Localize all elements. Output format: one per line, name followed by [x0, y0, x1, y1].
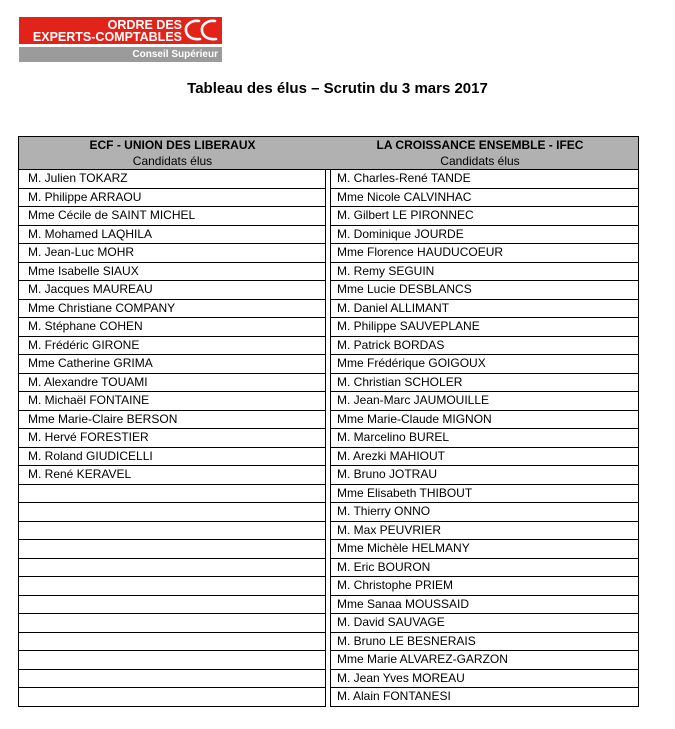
elected-left-cell: M. Alexandre TOUAMI: [19, 373, 326, 392]
elected-right-cell: M. Daniel ALLIMANT: [331, 299, 639, 318]
elected-left-cell: M. René KERAVEL: [19, 466, 326, 485]
elected-right-cell: Mme Marie ALVAREZ-GARZON: [331, 651, 639, 670]
elected-right-cell: M. Bruno LE BESNERAIS: [331, 632, 639, 651]
elected-left-cell: [19, 521, 326, 540]
logo: [19, 17, 222, 62]
elected-right-cell: M. Eric BOURON: [331, 558, 639, 577]
logo-cc-icon: [182, 17, 218, 44]
table-header-row: [19, 137, 639, 170]
elected-left-cell: Mme Cécile de SAINT MICHEL: [19, 207, 326, 226]
elected-right-cell: Mme Lucie DESBLANCS: [331, 281, 639, 300]
table-row: [19, 632, 639, 651]
elected-left-cell: [19, 614, 326, 633]
table-row: [19, 429, 639, 448]
table-row: [19, 410, 639, 429]
table-row: [19, 392, 639, 411]
elected-right-cell: M. Jean-Marc JAUMOUILLE: [331, 392, 639, 411]
table-row: [19, 577, 639, 596]
elected-right-cell: M. Christian SCHOLER: [331, 373, 639, 392]
table-row: [19, 484, 639, 503]
elected-right-cell: Mme Frédérique GOIGOUX: [331, 355, 639, 374]
elected-right-cell: M. Marcelino BUREL: [331, 429, 639, 448]
table-row: [19, 651, 639, 670]
logo-line-2: EXPERTS-COMPTABLES: [32, 30, 182, 44]
elected-right-cell: M. Arezki MAHIOUT: [331, 447, 639, 466]
elected-right-cell: M. Dominique JOURDE: [331, 225, 639, 244]
table-row: [19, 170, 639, 189]
elected-left-cell: [19, 651, 326, 670]
elected-left-cell: M. Julien TOKARZ: [19, 170, 326, 189]
table-row: [19, 188, 639, 207]
column-subtitle-right: Candidats élus: [440, 154, 520, 168]
elected-right-cell: M. Thierry ONNO: [331, 503, 639, 522]
table-row: [19, 558, 639, 577]
elected-right-cell: M. David SAUVAGE: [331, 614, 639, 633]
table-body: [19, 170, 639, 707]
table-row: [19, 540, 639, 559]
elected-left-cell: M. Stéphane COHEN: [19, 318, 326, 337]
table-row: [19, 225, 639, 244]
elected-right-cell: M. Alain FONTANESI: [331, 688, 639, 707]
table-row: [19, 447, 639, 466]
table-row: [19, 318, 639, 337]
table-row: [19, 503, 639, 522]
elected-left-cell: M. Philippe ARRAOU: [19, 188, 326, 207]
elected-left-cell: Mme Marie-Claire BERSON: [19, 410, 326, 429]
elected-left-cell: [19, 558, 326, 577]
table-row: [19, 669, 639, 688]
table-row: [19, 207, 639, 226]
elected-left-cell: M. Roland GIUDICELLI: [19, 447, 326, 466]
elected-left-cell: [19, 632, 326, 651]
elected-left-cell: M. Hervé FORESTIER: [19, 429, 326, 448]
elected-left-cell: M. Michaël FONTAINE: [19, 392, 326, 411]
elected-right-cell: Mme Elisabeth THIBOUT: [331, 484, 639, 503]
table-row: [19, 244, 639, 263]
elected-left-cell: [19, 595, 326, 614]
page-title: Tableau des élus – Scrutin du 3 mars 2017: [187, 80, 488, 97]
elected-left-cell: M. Mohamed LAQHILA: [19, 225, 326, 244]
table-row: [19, 466, 639, 485]
elected-right-cell: M. Remy SEGUIN: [331, 262, 639, 281]
table-row: [19, 262, 639, 281]
table-row: [19, 373, 639, 392]
party-name-left: ECF - UNION DES LIBERAUX: [89, 138, 256, 152]
elected-left-cell: M. Frédéric GIRONE: [19, 336, 326, 355]
column-subtitle-left: Candidats élus: [132, 154, 213, 168]
elected-table: [18, 136, 639, 707]
column-header-right: [326, 137, 634, 169]
elected-left-cell: [19, 503, 326, 522]
elected-left-cell: [19, 669, 326, 688]
table-row: [19, 281, 639, 300]
elected-right-cell: M. Max PEUVRIER: [331, 521, 639, 540]
table-row: [19, 299, 639, 318]
party-name-right: LA CROISSANCE ENSEMBLE - IFEC: [376, 138, 584, 152]
elected-right-cell: Mme Marie-Claude MIGNON: [331, 410, 639, 429]
table-row: [19, 521, 639, 540]
elected-left-cell: [19, 484, 326, 503]
elected-right-cell: Mme Florence HAUDUCOEUR: [331, 244, 639, 263]
elected-right-cell: M. Jean Yves MOREAU: [331, 669, 639, 688]
elected-right-cell: M. Christophe PRIEM: [331, 577, 639, 596]
elected-right-cell: Mme Nicole CALVINHAC: [331, 188, 639, 207]
elected-right-cell: M. Charles-René TANDE: [331, 170, 639, 189]
column-header-left: [19, 137, 326, 169]
elected-right-cell: M. Philippe SAUVEPLANE: [331, 318, 639, 337]
table-row: [19, 614, 639, 633]
table-row: [19, 336, 639, 355]
elected-right-cell: Mme Michèle HELMANY: [331, 540, 639, 559]
elected-left-cell: [19, 688, 326, 707]
elected-left-cell: M. Jean-Luc MOHR: [19, 244, 326, 263]
logo-line-1: ORDRE DES: [107, 18, 182, 32]
elected-right-cell: Mme Sanaa MOUSSAID: [331, 595, 639, 614]
table-row: [19, 355, 639, 374]
elected-right-cell: M. Gilbert LE PIRONNEC: [331, 207, 639, 226]
elected-left-cell: Mme Isabelle SIAUX: [19, 262, 326, 281]
elected-left-cell: Mme Catherine GRIMA: [19, 355, 326, 374]
elected-left-cell: [19, 577, 326, 596]
table-row: [19, 595, 639, 614]
elected-right-cell: M. Patrick BORDAS: [331, 336, 639, 355]
table-row: [19, 688, 639, 707]
elected-left-cell: [19, 540, 326, 559]
elected-left-cell: M. Jacques MAUREAU: [19, 281, 326, 300]
elected-left-cell: Mme Christiane COMPANY: [19, 299, 326, 318]
elected-right-cell: M. Bruno JOTRAU: [331, 466, 639, 485]
logo-subtitle: Conseil Supérieur: [132, 49, 218, 60]
